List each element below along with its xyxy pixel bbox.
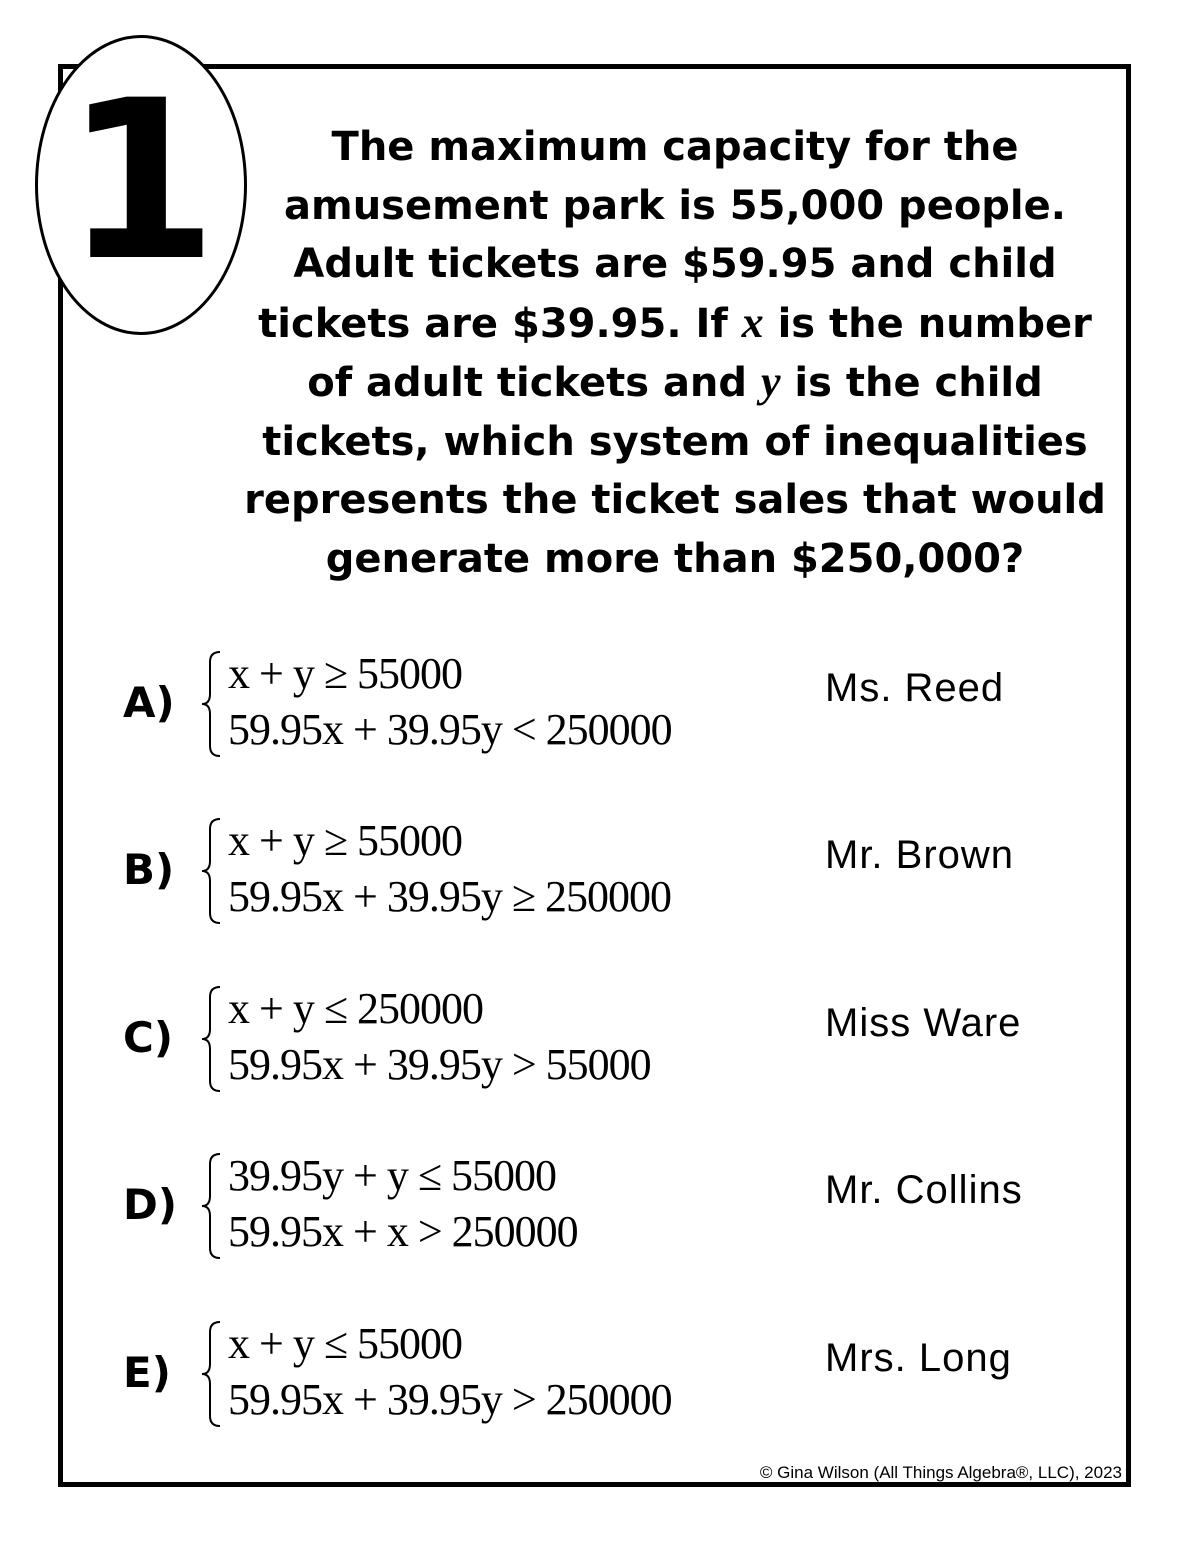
question-part-3: is the child tickets, which system of inequalities represents the ticket sales that would generate more than $250,000? (244, 360, 1106, 582)
option-e[interactable] (0, 1318, 1200, 1438)
option-b[interactable] (0, 815, 1200, 935)
inequality-line-1: x + y ≥ 55000 (228, 816, 462, 865)
brace-icon (200, 648, 222, 760)
problem-number: 1 (64, 53, 218, 309)
inequality-line-2: 59.95x + 39.95y < 250000 (228, 705, 672, 754)
question-text (230, 118, 1120, 588)
teacher-name: Ms. Reed (825, 666, 1005, 710)
inequality-line-2: 59.95x + 39.95y > 55000 (228, 1040, 651, 1089)
teacher-name: Mr. Collins (825, 1168, 1023, 1212)
inequality-line-2: 59.95x + x > 250000 (228, 1207, 578, 1256)
inequality-line-1: 39.95y + y ≤ 55000 (228, 1151, 556, 1200)
option-d[interactable] (0, 1150, 1200, 1270)
option-letter: E) (123, 1348, 171, 1397)
teacher-name: Mr. Brown (825, 833, 1015, 877)
inequality-line-1: x + y ≤ 250000 (228, 984, 483, 1033)
option-letter: A) (123, 678, 175, 727)
teacher-name: Miss Ware (825, 1001, 1022, 1045)
option-letter: B) (123, 845, 175, 894)
question-var-x: x (741, 297, 764, 347)
brace-icon (200, 815, 222, 927)
inequality-line-1: x + y ≥ 55000 (228, 649, 462, 698)
question-var-y: y (760, 357, 781, 406)
copyright-notice: © Gina Wilson (All Things Algebra®, LLC), 2023 (759, 1463, 1122, 1482)
option-letter: D) (123, 1180, 178, 1229)
problem-number-badge (35, 35, 247, 335)
inequality-line-2: 59.95x + 39.95y > 250000 (228, 1375, 672, 1424)
question-part-1: The maximum capacity for the amusement park is 55,000 people. Adult tickets are $59.95 and child tickets are $39.95. If (258, 124, 1066, 347)
brace-icon (200, 1150, 222, 1262)
question-part-2: is the number of adult tickets and (307, 300, 1092, 406)
inequality-line-2: 59.95x + 39.95y ≥ 250000 (228, 872, 671, 921)
option-letter: C) (123, 1013, 174, 1062)
option-a[interactable] (0, 648, 1200, 768)
option-c[interactable] (0, 983, 1200, 1103)
brace-icon (200, 1318, 222, 1430)
teacher-name: Mrs. Long (825, 1336, 1012, 1380)
brace-icon (200, 983, 222, 1095)
inequality-line-1: x + y ≤ 55000 (228, 1319, 462, 1368)
